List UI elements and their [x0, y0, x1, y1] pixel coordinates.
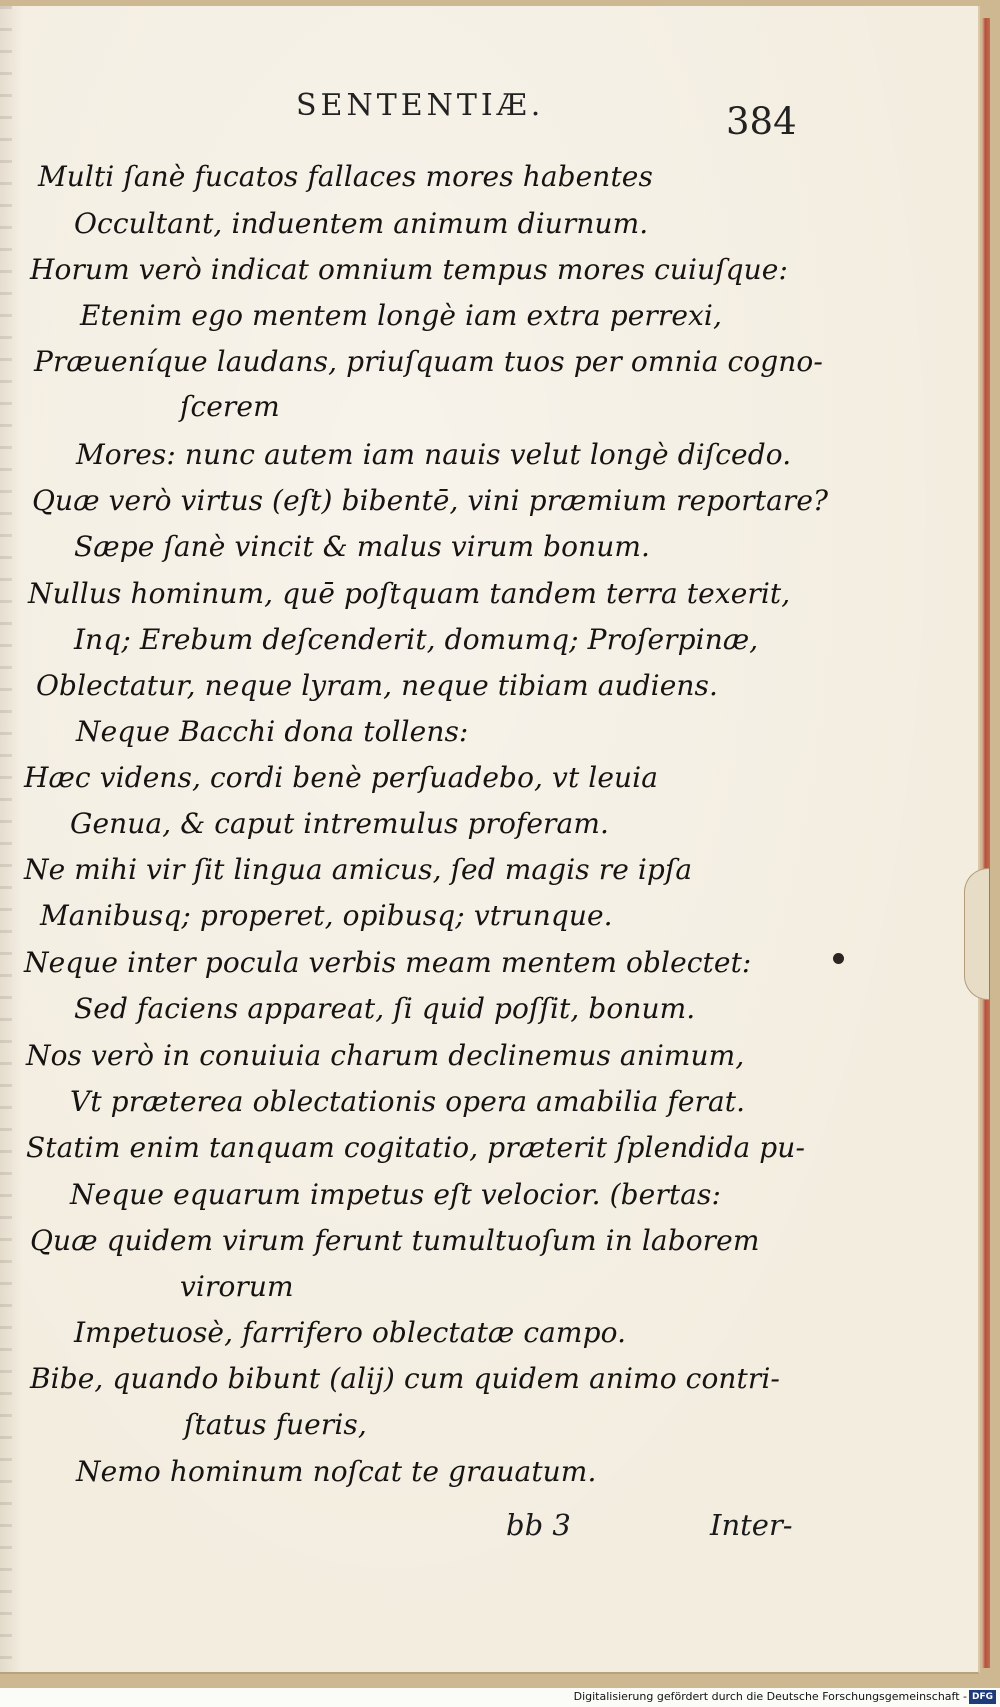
text-line: virorum — [180, 1270, 294, 1303]
text-line: Etenim ego mentem longè iam extra perrexi, — [80, 299, 722, 332]
text-line: Neque equarum impetus eſt velocior. (bertas: — [70, 1178, 721, 1211]
text-line: Ne mihi vir ſit lingua amicus, ſed magis re ipſa — [24, 853, 693, 886]
digitization-footer — [0, 1688, 1000, 1707]
text-line: Inq; Erebum deſcenderit, domumq; Proſerpinæ, — [74, 623, 759, 656]
text-line: Quæ verò virtus (eſt) bibentē, vini præmium reportare? — [32, 484, 829, 517]
text-line: Occultant, induentem animum diurnum. — [74, 207, 649, 240]
text-line: Quæ quidem virum ferunt tumultuoſum in laborem — [30, 1224, 760, 1257]
page-number: 384 — [726, 100, 797, 143]
text-line: Nos verò in conuiuia charum declinemus animum, — [26, 1039, 745, 1072]
text-line: Bibe, quando bibunt (alij) cum quidem animo contri- — [30, 1362, 780, 1395]
text-line: Nemo hominum noſcat te grauatum. — [76, 1455, 597, 1488]
text-line: Sed faciens appareat, ſi quid poſſit, bonum. — [74, 992, 696, 1025]
footer-credit: Digitalisierung gefördert durch die Deutsche Forschungsgemeinschaft - — [573, 1690, 967, 1703]
gutter-shadow — [0, 6, 12, 1666]
text-line: Neque inter pocula verbis meam mentem oblectet: — [24, 946, 752, 979]
text-line: Oblectatur, neque lyram, neque tibiam audiens. — [36, 669, 718, 702]
running-head: SENTENTIÆ. — [296, 88, 545, 123]
page-tab — [964, 868, 989, 1000]
text-line: Manibusq; properet, opibusq; vtrunque. — [40, 899, 613, 932]
catchword: Inter- — [710, 1508, 793, 1542]
text-line: Sæpe ſanè vincit & malus virum bonum. — [74, 530, 651, 563]
text-line: Vt præterea oblectationis opera amabilia ferat. — [70, 1085, 746, 1118]
text-line: Hæc videns, cordi benè perſuadebo, vt leuia — [24, 761, 659, 794]
text-line: Mores: nunc autem iam nauis velut longè diſcedo. — [76, 438, 792, 471]
text-line: ſcerem — [180, 390, 280, 423]
text-line: Nullus hominum, quē poſtquam tandem terra texerit, — [28, 577, 791, 610]
text-line: Statim enim tanquam cogitatio, præterit ſplendida pu- — [26, 1131, 806, 1164]
text-line: Multi ſanè fucatos fallaces mores habentes — [38, 160, 653, 193]
signature-mark: bb 3 — [506, 1508, 571, 1542]
text-line: Neque Bacchi dona tollens: — [76, 715, 469, 748]
text-line: Præueníque laudans, priuſquam tuos per omnia cogno- — [34, 345, 823, 378]
text-line: ſtatus fueris, — [184, 1408, 367, 1441]
ink-dot — [833, 953, 844, 964]
text-line: Horum verò indicat omnium tempus mores cuiuſque: — [30, 253, 789, 286]
dfg-logo-icon: DFG — [969, 1690, 996, 1704]
red-page-edge — [982, 18, 990, 1668]
text-line: Impetuosè, farrifero oblectatæ campo. — [74, 1316, 627, 1349]
text-line: Genua, & caput intremulus proferam. — [70, 807, 609, 840]
